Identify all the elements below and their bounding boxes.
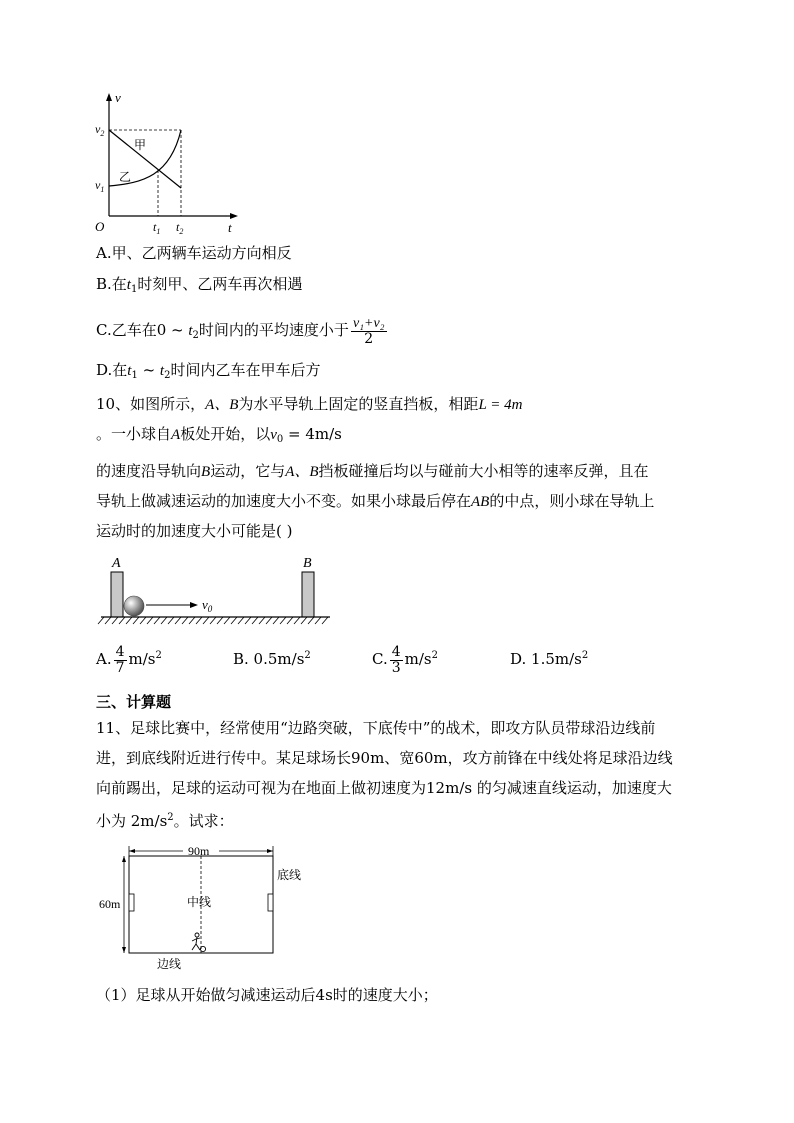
hatch-mark <box>224 617 230 624</box>
hatch-mark <box>182 617 188 624</box>
q10-l2-mid: 板处开始，以 <box>180 425 271 443</box>
q10-l3-mid: 运动，它与 <box>210 462 286 480</box>
q10-opt-c-unit: m/s <box>404 650 432 668</box>
q9-d-sub1: 1 <box>131 370 138 381</box>
q9-d-sub2: 2 <box>164 370 171 381</box>
hatch-mark <box>126 617 132 624</box>
q10-option-a <box>96 638 162 677</box>
yi-label: 乙 <box>119 170 132 184</box>
plate-b <box>302 572 314 617</box>
q10-l4: 导轨上做减速运动的加速度大小不变。如果小球最后停在 <box>96 492 472 510</box>
vt-graph <box>88 88 248 238</box>
q10-opt-a-num: 4 <box>115 643 125 660</box>
q11-line-3: 向前踢出，足球的运动可视为在地面上做初速度为12m/s 的匀减速直线运动，加速度大 <box>96 779 672 797</box>
q10-l1-mid: 为水平导轨上固定的竖直挡板，相距 <box>238 395 479 413</box>
q10-figure <box>96 553 336 631</box>
q11-l4-post: 。试求： <box>173 812 234 830</box>
q10-l3-b: B <box>201 464 211 480</box>
q10-opt-a-den: 7 <box>115 659 125 676</box>
q10-line-3 <box>96 461 649 482</box>
hatch-mark <box>259 617 265 624</box>
q10-l2-sub: 0 <box>276 434 284 445</box>
q10-l1-ab: A、B <box>205 397 239 413</box>
q10-l3-pre: 的速度沿导轨向 <box>96 462 202 480</box>
q11-line-2: 进，到底线附近进行传中。某足球场长90m、宽60m，攻方前锋在中线处将足球沿边线 <box>96 749 673 767</box>
hatch-mark <box>273 617 279 624</box>
hatch-mark <box>161 617 167 624</box>
t-axis-arrow <box>230 213 238 219</box>
right-goal <box>268 894 273 911</box>
t1-label: $t_1$ <box>153 220 161 236</box>
t2-label: $t_2$ <box>176 220 184 236</box>
v2-label: $v_2$ <box>95 122 105 138</box>
q10-l1-eq: L = 4m <box>478 397 523 413</box>
q10-opt-c-sq: 2 <box>431 650 438 661</box>
plate-a <box>111 572 123 617</box>
q9-c-range: 0 ~ <box>156 321 189 339</box>
section-heading-calculation: 三、计算题 <box>96 693 172 711</box>
width-dim-arrow-top <box>122 856 126 862</box>
q10-opt-b-sq: 2 <box>304 650 311 661</box>
field-width-label: 60m <box>99 897 121 911</box>
hatch-mark <box>189 617 195 624</box>
goal-line-label: 底线 <box>277 868 302 882</box>
hatch-mark <box>133 617 139 624</box>
q11-subquestion-1: （1）足球从开始做匀减速运动后4s时的速度大小； <box>96 986 438 1004</box>
q9-d-post: 时间内乙车在甲车后方 <box>170 361 321 379</box>
q10-opt-a-sq: 2 <box>155 650 162 661</box>
q9-d-tilde: ~ <box>137 361 160 379</box>
q10-line-5: 运动时的加速度大小可能是( ) <box>96 522 293 540</box>
plate-b-label: B <box>303 556 312 571</box>
q10-line-1 <box>96 394 522 415</box>
soccer-field-figure <box>96 838 326 976</box>
q9-c-post: 时间内的平均速度小于 <box>198 321 349 339</box>
v-axis-label: v <box>115 90 121 105</box>
hatch-mark <box>105 617 111 624</box>
hatch-mark <box>210 617 216 624</box>
q10-opt-d-text: D. 1.5m/s <box>510 650 582 668</box>
q10-opt-a-unit: m/s <box>128 650 156 668</box>
jia-label: 甲 <box>134 138 147 152</box>
q9-c-num: v₁+v₂ <box>352 315 385 331</box>
hatch-mark <box>196 617 202 624</box>
q9-b-pre: B.在 <box>96 275 127 293</box>
q11-line-4 <box>96 808 234 831</box>
hatch-mark <box>203 617 209 624</box>
hatch-mark <box>140 617 146 624</box>
hatch-mark <box>175 617 181 624</box>
origin-label: O <box>95 219 105 234</box>
v-axis-arrow <box>106 93 112 101</box>
q10-l3-post: 挡板碰撞后均以与碰前大小相等的速率反弹，且在 <box>318 462 649 480</box>
q9-b-sub: 1 <box>130 284 138 295</box>
q10-opt-c-den: 3 <box>391 659 401 676</box>
field-length-label: 90m <box>188 844 210 858</box>
hatch-mark <box>280 617 286 624</box>
hatch-mark <box>119 617 125 624</box>
q11-l4-pre: 小为 2m/s <box>96 812 168 830</box>
hatch-mark <box>301 617 307 624</box>
q9-b-var: t <box>126 277 131 293</box>
rail-hatching <box>98 617 328 624</box>
ball <box>124 596 144 616</box>
q10-opt-c-fraction <box>390 645 403 676</box>
q9-c-den: 2 <box>364 330 374 347</box>
q9-c-pre: C.乙车在 <box>96 321 157 339</box>
length-dim-arrow-left <box>129 849 135 853</box>
q9-b-post: 时刻甲、乙两车再次相遇 <box>137 275 303 293</box>
hatch-mark <box>287 617 293 624</box>
q9-option-c <box>96 312 389 354</box>
side-line-label: 边线 <box>157 957 182 971</box>
q10-line-4 <box>96 491 654 512</box>
hatch-mark <box>315 617 321 624</box>
q10-l2-a: A <box>171 427 181 443</box>
q10-l4-ab: AB <box>471 494 490 510</box>
hatch-mark <box>168 617 174 624</box>
q10-opt-a-pre: A. <box>96 650 112 668</box>
hatch-mark <box>322 617 328 624</box>
q10-option-b <box>233 646 311 669</box>
q9-d-var2: t <box>159 363 165 379</box>
hatch-mark <box>231 617 237 624</box>
velocity-arrowhead <box>190 602 198 608</box>
q11-l4-sup: 2 <box>167 812 174 823</box>
hatch-mark <box>147 617 153 624</box>
q10-option-c <box>372 638 438 677</box>
q10-opt-c-num: 4 <box>391 643 401 660</box>
q9-d-pre: D.在 <box>96 361 128 379</box>
q9-option-a: A.甲、乙两辆车运动方向相反 <box>96 244 292 262</box>
v1-label: $v_1$ <box>95 178 105 194</box>
q9-c-fraction <box>351 316 387 347</box>
player-icon <box>192 933 206 952</box>
q10-opt-b-text: B. 0.5m/s <box>233 650 305 668</box>
q9-option-d <box>96 360 320 386</box>
q10-l3-ab: A、B <box>285 464 319 480</box>
q9-option-b <box>96 274 302 300</box>
hatch-mark <box>245 617 251 624</box>
left-goal <box>129 894 134 911</box>
hatch-mark <box>217 617 223 624</box>
q10-l4-post: 的中点，则小球在导轨上 <box>489 492 655 510</box>
q10-l2-pre: 。一小球自 <box>96 425 172 443</box>
plate-a-label: A <box>112 556 121 571</box>
q10-line-2 <box>96 424 342 450</box>
q10-opt-c-pre: C. <box>372 650 388 668</box>
hatch-mark <box>294 617 300 624</box>
hatch-mark <box>238 617 244 624</box>
center-line-label: 中线 <box>187 895 212 909</box>
q10-option-d <box>510 646 588 669</box>
width-dim-arrow-bottom <box>122 947 126 953</box>
hatch-mark <box>308 617 314 624</box>
hatch-mark <box>266 617 272 624</box>
hatch-mark <box>252 617 258 624</box>
q10-l2-eq: = 4m/s <box>283 425 342 443</box>
q10-opt-d-sq: 2 <box>581 650 589 661</box>
q10-l1-pre: 10、如图所示， <box>96 395 206 413</box>
q11-line-1: 11、足球比赛中，经常使用“边路突破，下底传中”的战术，即攻方队员带球沿边线前 <box>96 719 656 737</box>
t-axis-label: t <box>228 220 232 235</box>
hatch-mark <box>112 617 118 624</box>
q9-c-sub: 2 <box>192 330 199 341</box>
hatch-mark <box>154 617 160 624</box>
q9-d-var1: t <box>127 363 132 379</box>
velocity-label: $v_0$ <box>202 597 213 614</box>
q10-l2-v: v <box>270 427 277 443</box>
q9-c-var: t <box>188 323 193 339</box>
q10-opt-a-fraction <box>114 645 127 676</box>
hatch-mark <box>98 617 104 624</box>
length-dim-arrow-right <box>267 849 273 853</box>
